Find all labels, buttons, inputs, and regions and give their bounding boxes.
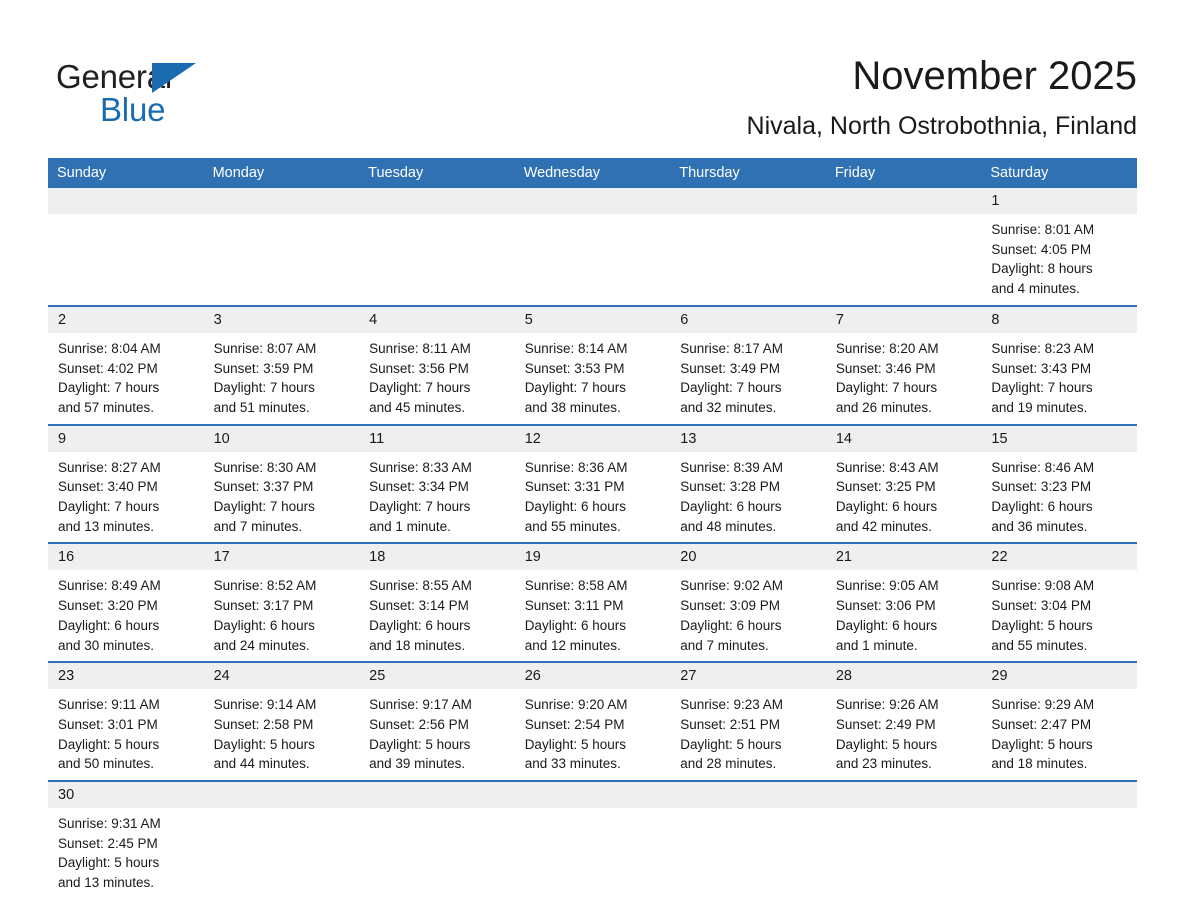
day-number-empty (204, 188, 360, 214)
daylight-text: Daylight: 7 hours (680, 380, 782, 396)
daylight-text: and 33 minutes. (524, 756, 621, 772)
day-cell-6[interactable] (670, 333, 826, 424)
daylight-text: and 26 minutes. (835, 399, 932, 415)
daylight-text: and 45 minutes. (369, 399, 466, 415)
sunset-text: Sunset: 3:09 PM (680, 598, 781, 614)
day-number-27[interactable]: 27 (680, 668, 697, 685)
day-cell-30[interactable] (48, 808, 204, 899)
sunrise-text: Sunrise: 8:27 AM (58, 459, 161, 475)
daylight-text: and 18 minutes. (991, 756, 1088, 772)
day-number-5[interactable]: 5 (524, 311, 533, 328)
day-number-26[interactable]: 26 (524, 668, 541, 685)
day-cell-10[interactable] (204, 452, 360, 543)
day-number-empty (826, 782, 982, 808)
day-cell-2[interactable] (48, 333, 204, 424)
daylight-text: and 24 minutes. (213, 637, 310, 653)
sunset-text: Sunset: 3:53 PM (524, 360, 625, 376)
day-number-10[interactable]: 10 (213, 430, 230, 447)
week-day-number-row (48, 307, 1137, 333)
week-day-number-row (48, 663, 1137, 689)
sunset-text: Sunset: 2:54 PM (524, 716, 625, 732)
sunset-text: Sunset: 3:49 PM (680, 360, 781, 376)
sunset-text: Sunset: 2:51 PM (680, 716, 781, 732)
calendar-week-row (48, 305, 1137, 424)
day-number-empty (48, 188, 204, 214)
daylight-text: and 1 minute. (835, 637, 918, 653)
sunrise-text: Sunrise: 8:36 AM (524, 459, 628, 475)
daylight-text: Daylight: 7 hours (369, 499, 471, 515)
sunset-text: Sunset: 3:04 PM (991, 598, 1092, 614)
day-number-19[interactable]: 19 (524, 549, 541, 566)
day-cell-5[interactable] (515, 333, 671, 424)
daylight-text: and 18 minutes. (369, 637, 466, 653)
sunrise-text: Sunrise: 8:20 AM (835, 340, 939, 356)
sunset-text: Sunset: 3:40 PM (58, 479, 158, 495)
week-day-number-row (48, 544, 1137, 570)
day-cell-14[interactable] (826, 452, 982, 543)
daylight-text: Daylight: 7 hours (991, 380, 1093, 396)
sunrise-text: Sunrise: 9:29 AM (991, 697, 1095, 713)
day-cell-11[interactable] (359, 452, 515, 543)
daylight-text: Daylight: 6 hours (58, 617, 160, 633)
daylight-text: Daylight: 5 hours (835, 736, 938, 752)
daylight-text: and 1 minute. (369, 518, 451, 534)
daylight-text: and 19 minutes. (991, 399, 1088, 415)
calendar-grid (48, 158, 1137, 899)
day-cell-4[interactable] (359, 333, 515, 424)
day-cell-empty (204, 808, 360, 899)
sunset-text: Sunset: 4:05 PM (991, 241, 1092, 257)
day-number-30[interactable]: 30 (58, 787, 75, 804)
sunrise-text: Sunrise: 9:31 AM (58, 816, 161, 832)
location-subtitle: Nivala, North Ostrobothnia, Finland (746, 112, 1137, 140)
daylight-text: and 7 minutes. (680, 637, 769, 653)
day-header-thursday: Thursday (679, 165, 740, 181)
sunrise-text: Sunrise: 8:55 AM (369, 578, 472, 594)
sunset-text: Sunset: 3:01 PM (58, 716, 158, 732)
sunrise-text: Sunrise: 8:07 AM (213, 340, 317, 356)
day-cell-12[interactable] (515, 452, 671, 543)
day-number-24[interactable]: 24 (213, 668, 230, 685)
day-number-14[interactable]: 14 (835, 430, 852, 447)
sunrise-text: Sunrise: 8:30 AM (213, 459, 317, 475)
daylight-text: Daylight: 7 hours (58, 380, 160, 396)
sunset-text: Sunset: 3:31 PM (524, 479, 625, 495)
sunrise-text: Sunrise: 9:17 AM (369, 697, 472, 713)
day-cell-empty (359, 214, 515, 305)
sunrise-text: Sunrise: 8:49 AM (58, 578, 161, 594)
day-number-20[interactable]: 20 (680, 549, 697, 566)
daylight-text: Daylight: 5 hours (58, 736, 160, 752)
page-title: November 2025 (852, 54, 1137, 98)
daylight-text: Daylight: 7 hours (835, 380, 938, 396)
daylight-text: Daylight: 8 hours (991, 261, 1093, 277)
day-cell-empty (981, 808, 1137, 899)
day-cell-18[interactable] (359, 570, 515, 661)
daylight-text: Daylight: 5 hours (680, 736, 782, 752)
sunrise-text: Sunrise: 8:14 AM (524, 340, 628, 356)
day-cell-29[interactable] (981, 689, 1137, 780)
day-number-empty (515, 782, 671, 808)
sunset-text: Sunset: 4:02 PM (58, 360, 158, 376)
daylight-text: Daylight: 6 hours (680, 617, 782, 633)
day-cell-empty (826, 808, 982, 899)
day-cell-27[interactable] (670, 689, 826, 780)
sunrise-text: Sunrise: 8:11 AM (369, 340, 471, 356)
sunset-text: Sunset: 2:47 PM (991, 716, 1092, 732)
day-number-2[interactable]: 2 (58, 311, 67, 328)
daylight-text: Daylight: 6 hours (524, 499, 626, 515)
sunrise-text: Sunrise: 9:23 AM (680, 697, 784, 713)
sunset-text: Sunset: 3:46 PM (835, 360, 936, 376)
day-cell-23[interactable] (48, 689, 204, 780)
logo-triangle-icon (152, 63, 196, 93)
day-cell-empty (515, 214, 671, 305)
sunrise-text: Sunrise: 9:05 AM (835, 578, 939, 594)
calendar-week-row (48, 542, 1137, 661)
daylight-text: Daylight: 5 hours (213, 736, 315, 752)
daylight-text: and 57 minutes. (58, 399, 155, 415)
day-cell-17[interactable] (204, 570, 360, 661)
daylight-text: Daylight: 6 hours (369, 617, 471, 633)
day-number-22[interactable]: 22 (991, 549, 1008, 566)
sunset-text: Sunset: 2:56 PM (369, 716, 469, 732)
day-header-friday: Friday (834, 165, 876, 181)
calendar-week-row (48, 424, 1137, 543)
general-blue-logo (56, 58, 256, 130)
day-number-8[interactable]: 8 (991, 311, 1000, 328)
day-number-empty (359, 188, 515, 214)
daylight-text: Daylight: 6 hours (835, 617, 938, 633)
day-number-16[interactable]: 16 (58, 549, 75, 566)
day-number-11[interactable]: 11 (369, 430, 385, 447)
logo-text-general: General (56, 58, 173, 95)
calendar-weeks (48, 188, 1137, 899)
day-cell-7[interactable] (826, 333, 982, 424)
daylight-text: Daylight: 7 hours (213, 499, 315, 515)
daylight-text: and 50 minutes. (58, 756, 155, 772)
day-cell-empty (204, 214, 360, 305)
day-number-empty (981, 782, 1137, 808)
week-detail-row (48, 214, 1137, 305)
week-day-number-row (48, 782, 1137, 808)
day-number-13[interactable]: 13 (680, 430, 697, 447)
daylight-text: and 12 minutes. (524, 637, 621, 653)
day-number-empty (204, 782, 360, 808)
day-cell-19[interactable] (515, 570, 671, 661)
day-number-6[interactable]: 6 (680, 311, 689, 328)
sunset-text: Sunset: 2:49 PM (835, 716, 936, 732)
daylight-text: Daylight: 6 hours (213, 617, 315, 633)
daylight-text: Daylight: 5 hours (524, 736, 626, 752)
sunset-text: Sunset: 3:14 PM (369, 598, 469, 614)
calendar-day-header-row (48, 158, 1137, 188)
logo-text-blue: Blue (100, 91, 166, 128)
daylight-text: and 55 minutes. (991, 637, 1088, 653)
daylight-text: Daylight: 7 hours (369, 380, 471, 396)
daylight-text: Daylight: 5 hours (991, 617, 1093, 633)
daylight-text: Daylight: 5 hours (369, 736, 471, 752)
day-header-tuesday: Tuesday (368, 165, 424, 181)
day-cell-empty (670, 214, 826, 305)
day-number-29[interactable]: 29 (991, 668, 1008, 685)
sunset-text: Sunset: 3:06 PM (835, 598, 936, 614)
daylight-text: and 39 minutes. (369, 756, 466, 772)
sunrise-text: Sunrise: 8:01 AM (991, 222, 1095, 237)
sunrise-text: Sunrise: 8:46 AM (991, 459, 1095, 475)
daylight-text: Daylight: 6 hours (835, 499, 938, 515)
day-header-saturday: Saturday (990, 165, 1049, 181)
sunrise-text: Sunrise: 8:33 AM (369, 459, 472, 475)
calendar-week-row (48, 188, 1137, 305)
day-cell-empty (359, 808, 515, 899)
day-number-empty (359, 782, 515, 808)
sunrise-text: Sunrise: 8:39 AM (680, 459, 784, 475)
day-cell-empty (515, 808, 671, 899)
sunrise-text: Sunrise: 8:04 AM (58, 340, 161, 356)
sunset-text: Sunset: 3:34 PM (369, 479, 469, 495)
sunset-text: Sunset: 3:43 PM (991, 360, 1092, 376)
day-number-1[interactable]: 1 (991, 193, 1000, 209)
sunrise-text: Sunrise: 8:17 AM (680, 340, 784, 356)
daylight-text: Daylight: 7 hours (213, 380, 315, 396)
daylight-text: Daylight: 5 hours (58, 855, 160, 871)
sunrise-text: Sunrise: 8:52 AM (213, 578, 317, 594)
day-number-15[interactable]: 15 (991, 430, 1008, 447)
week-detail-row (48, 452, 1137, 543)
calendar-week-row (48, 661, 1137, 780)
sunset-text: Sunset: 3:17 PM (213, 598, 314, 614)
day-number-3[interactable]: 3 (213, 311, 222, 328)
day-cell-21[interactable] (826, 570, 982, 661)
week-detail-row (48, 333, 1137, 424)
daylight-text: Daylight: 7 hours (524, 380, 626, 396)
day-cell-13[interactable] (670, 452, 826, 543)
sunrise-text: Sunrise: 9:14 AM (213, 697, 317, 713)
daylight-text: Daylight: 5 hours (991, 736, 1093, 752)
day-cell-22[interactable] (981, 570, 1137, 661)
daylight-text: Daylight: 7 hours (58, 499, 160, 515)
title-block (747, 52, 1137, 142)
day-cell-24[interactable] (204, 689, 360, 780)
sunset-text: Sunset: 2:58 PM (213, 716, 314, 732)
sunrise-text: Sunrise: 9:02 AM (680, 578, 784, 594)
daylight-text: Daylight: 6 hours (680, 499, 782, 515)
day-cell-28[interactable] (826, 689, 982, 780)
day-number-4[interactable]: 4 (369, 311, 378, 328)
day-cell-3[interactable] (204, 333, 360, 424)
daylight-text: and 13 minutes. (58, 875, 155, 891)
day-header-sunday: Sunday (57, 165, 107, 181)
day-cell-1[interactable] (981, 214, 1137, 305)
day-cell-9[interactable] (48, 452, 204, 543)
day-cell-empty (48, 214, 204, 305)
sunset-text: Sunset: 3:59 PM (213, 360, 314, 376)
daylight-text: and 13 minutes. (58, 518, 155, 534)
daylight-text: and 42 minutes. (835, 518, 932, 534)
day-number-7[interactable]: 7 (835, 311, 844, 328)
week-day-number-row (48, 426, 1137, 452)
sunrise-text: Sunrise: 9:08 AM (991, 578, 1095, 594)
sunrise-text: Sunrise: 8:58 AM (524, 578, 628, 594)
daylight-text: and 32 minutes. (680, 399, 777, 415)
daylight-text: and 51 minutes. (213, 399, 310, 415)
day-header-monday: Monday (212, 165, 265, 181)
daylight-text: Daylight: 6 hours (524, 617, 626, 633)
calendar-week-row (48, 780, 1137, 899)
day-number-12[interactable]: 12 (524, 430, 541, 447)
day-cell-16[interactable] (48, 570, 204, 661)
daylight-text: and 30 minutes. (58, 637, 155, 653)
daylight-text: and 36 minutes. (991, 518, 1088, 534)
day-number-empty (826, 188, 982, 214)
sunset-text: Sunset: 3:28 PM (680, 479, 781, 495)
day-header-wednesday: Wednesday (523, 165, 600, 181)
daylight-text: and 44 minutes. (213, 756, 310, 772)
day-cell-empty (826, 214, 982, 305)
day-cell-26[interactable] (515, 689, 671, 780)
daylight-text: and 28 minutes. (680, 756, 777, 772)
day-number-empty (515, 188, 671, 214)
sunset-text: Sunset: 2:45 PM (58, 835, 158, 851)
day-number-empty (670, 782, 826, 808)
week-detail-row (48, 808, 1137, 899)
sunrise-text: Sunrise: 9:26 AM (835, 697, 939, 713)
daylight-text: and 55 minutes. (524, 518, 621, 534)
sunrise-text: Sunrise: 8:23 AM (991, 340, 1095, 356)
week-detail-row (48, 689, 1137, 780)
daylight-text: Daylight: 6 hours (991, 499, 1093, 515)
sunrise-text: Sunrise: 8:43 AM (835, 459, 939, 475)
daylight-text: and 48 minutes. (680, 518, 777, 534)
daylight-text: and 4 minutes. (991, 281, 1080, 297)
day-number-9[interactable]: 9 (58, 430, 67, 447)
day-cell-empty (670, 808, 826, 899)
day-number-empty (670, 188, 826, 214)
sunset-text: Sunset: 3:56 PM (369, 360, 469, 376)
sunset-text: Sunset: 3:25 PM (835, 479, 936, 495)
sunset-text: Sunset: 3:37 PM (213, 479, 314, 495)
daylight-text: and 38 minutes. (524, 399, 621, 415)
daylight-text: and 7 minutes. (213, 518, 303, 534)
day-number-25[interactable]: 25 (369, 668, 386, 685)
page-header (0, 0, 1188, 150)
daylight-text: and 23 minutes. (835, 756, 932, 772)
week-detail-row (48, 570, 1137, 661)
sunset-text: Sunset: 3:20 PM (58, 598, 158, 614)
sunset-text: Sunset: 3:11 PM (524, 598, 624, 614)
day-cell-8[interactable] (981, 333, 1137, 424)
day-number-21[interactable]: 21 (835, 549, 852, 566)
week-day-number-row (48, 188, 1137, 214)
sunrise-text: Sunrise: 9:20 AM (524, 697, 628, 713)
day-cell-20[interactable] (670, 570, 826, 661)
day-cell-25[interactable] (359, 689, 515, 780)
day-number-17[interactable]: 17 (213, 549, 230, 566)
day-number-28[interactable]: 28 (835, 668, 852, 685)
day-number-18[interactable]: 18 (369, 549, 386, 566)
sunrise-text: Sunrise: 9:11 AM (58, 697, 160, 713)
day-cell-15[interactable] (981, 452, 1137, 543)
day-number-23[interactable]: 23 (58, 668, 75, 685)
sunset-text: Sunset: 3:23 PM (991, 479, 1092, 495)
